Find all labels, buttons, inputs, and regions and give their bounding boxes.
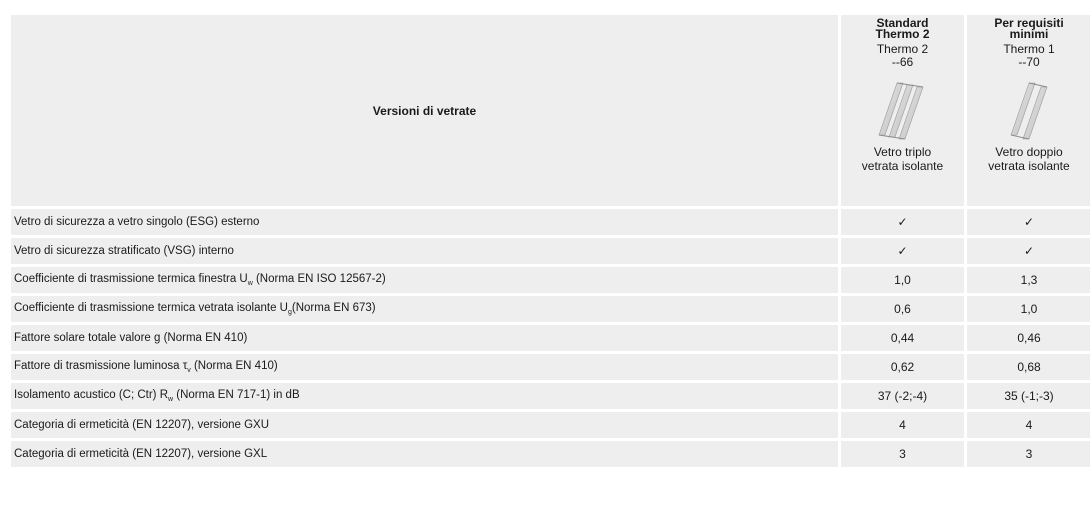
table-body: [11, 209, 1090, 467]
row-label: Isolamento acustico (C; Ctr) $R_w$ (Norma EN 717-1) in dB: [11, 383, 838, 409]
column-standard-thermo-2: [841, 15, 964, 206]
row-label: Vetro di sicurezza stratificato (VSG) interno: [11, 238, 838, 264]
table-header-row: [11, 15, 1090, 206]
row-label: Fattore solare totale valore g (Norma EN 410): [11, 325, 838, 351]
row-label: Fattore di trasmissione luminosa $\tau_v$ (Norma EN 410): [11, 354, 838, 380]
table-row: [11, 296, 1090, 322]
row-value: 0,44: [841, 325, 964, 351]
row-label: Categoria di ermeticità (EN 12207), versione GXL: [11, 441, 838, 467]
checkmark-icon: ✓: [841, 238, 964, 264]
row-label: Categoria di ermeticità (EN 12207), versione GXU: [11, 412, 838, 438]
row-value: 0,46: [967, 325, 1090, 351]
row-value: 4: [841, 412, 964, 438]
table-row: [11, 412, 1090, 438]
table-row: [11, 238, 1090, 264]
row-value: 0,6: [841, 296, 964, 322]
double-glazing-icon: [1001, 77, 1057, 141]
row-value: 3: [841, 441, 964, 467]
row-value: 37 (-2;-4): [841, 383, 964, 409]
row-value: 0,68: [967, 354, 1090, 380]
glass-description: Vetro triplo vetrata isolante: [861, 145, 944, 173]
table-row: [11, 354, 1090, 380]
table-title: Versioni di vetrate: [11, 15, 838, 206]
row-label: Coefficiente di trasmissione termica finestra $U_w$ (Norma EN ISO 12567-2): [11, 267, 838, 293]
table-row: [11, 441, 1090, 467]
checkmark-icon: ✓: [967, 238, 1090, 264]
table-row: [11, 325, 1090, 351]
column-heading: Per requisiti minimi: [994, 16, 1064, 41]
triple-glazing-icon: [875, 77, 931, 141]
glass-code: Thermo 1 --70: [1003, 42, 1055, 69]
column-minimum-requirements: [967, 15, 1090, 206]
row-value: 4: [967, 412, 1090, 438]
table-row: [11, 267, 1090, 293]
table-row: [11, 209, 1090, 235]
glass-code: Thermo 2 --66: [876, 42, 929, 69]
column-heading: Standard Thermo 2: [875, 16, 930, 41]
checkmark-icon: ✓: [841, 209, 964, 235]
glass-description: Vetro doppio vetrata isolante: [988, 145, 1070, 173]
glazing-versions-table: [8, 12, 1090, 470]
row-label: Coefficiente di trasmissione termica vetrata isolante $U_g(Norma$ EN 673): [11, 296, 838, 322]
row-value: 1,0: [841, 267, 964, 293]
row-value: 0,62: [841, 354, 964, 380]
row-value: 1,0: [967, 296, 1090, 322]
table-row: [11, 383, 1090, 409]
checkmark-icon: ✓: [967, 209, 1090, 235]
row-value: 35 (-1;-3): [967, 383, 1090, 409]
row-value: 3: [967, 441, 1090, 467]
row-value: 1,3: [967, 267, 1090, 293]
row-label: Vetro di sicurezza a vetro singolo (ESG) esterno: [11, 209, 838, 235]
